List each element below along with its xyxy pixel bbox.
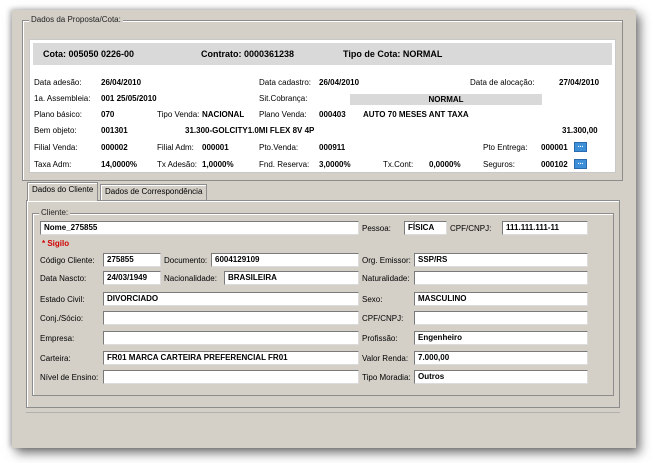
assembleia-value: 001 25/05/2010 <box>101 94 157 103</box>
contract-number: Contrato: 0000361238 <box>201 49 295 59</box>
sit-cobranca-value: NORMAL <box>350 94 542 105</box>
estado-civil-field[interactable]: DIVORCIADO <box>103 292 359 306</box>
data-alocacao-value: 27/04/2010 <box>559 78 600 87</box>
nacionalidade-label: Nacionalidade: <box>164 274 217 283</box>
tipo-venda-label: Tipo Venda: <box>157 110 200 119</box>
carteira-label: Carteira: <box>40 354 71 363</box>
pto-venda-label: Pto.Venda: <box>259 143 299 152</box>
tab-dados-cliente[interactable]: Dados do Cliente <box>27 182 98 201</box>
data-cadastro-value: 26/04/2010 <box>319 78 360 87</box>
estado-civil-label: Estado Civil: <box>40 295 85 304</box>
tx-cont-label: Tx.Cont: <box>383 160 414 169</box>
nivel-ensino-field[interactable] <box>103 370 359 384</box>
filial-venda-label: Filial Venda: <box>34 143 78 152</box>
proposal-panel <box>29 39 616 173</box>
client-legend: Cliente: <box>41 208 69 217</box>
naturalidade-label: Naturalidade: <box>362 274 410 283</box>
carteira-field[interactable]: FR01 MARCA CARTEIRA PREFERENCIAL FR01 <box>103 351 359 365</box>
fnd-reserva-label: Fnd. Reserva: <box>259 160 310 169</box>
client-name-field[interactable]: Nome_275855 <box>40 221 359 235</box>
tipo-moradia-label: Tipo Moradia: <box>362 373 411 382</box>
profissao-label: Profissão: <box>362 334 398 343</box>
cpf-cnpj-label: CPF/CNPJ: <box>450 224 492 233</box>
filial-adm-label: Filial Adm: <box>157 143 194 152</box>
naturalidade-field[interactable] <box>414 271 588 285</box>
proposal-window <box>12 10 636 448</box>
pto-entrega-lookup-button[interactable]: ... <box>574 142 587 152</box>
nacionalidade-field[interactable]: BRASILEIRA <box>224 271 359 285</box>
documento-field[interactable]: 6004129109 <box>211 253 359 267</box>
bem-objeto-code: 001301 <box>101 126 128 135</box>
bem-objeto-label: Bem objeto: <box>34 126 77 135</box>
plano-venda-desc: AUTO 70 MESES ANT TAXA <box>363 110 469 119</box>
conj-socio-field[interactable] <box>103 311 359 325</box>
cpf-cnpj-conj-field[interactable] <box>414 311 588 325</box>
tx-adesao-label: Tx Adesão: <box>157 160 198 169</box>
taxa-adm-value: 14,0000% <box>101 160 138 169</box>
conj-socio-label: Conj./Sócio: <box>40 314 84 323</box>
data-cadastro-label: Data cadastro: <box>259 78 312 87</box>
tx-adesao-value: 1,0000% <box>202 160 234 169</box>
tipo-venda-value: NACIONAL <box>202 110 245 119</box>
org-emissor-label: Org. Emissor: <box>362 256 411 265</box>
valor-renda-label: Valor Renda: <box>362 354 409 363</box>
taxa-adm-label: Taxa Adm: <box>34 160 72 169</box>
sit-cobranca-label: Sit.Cobrança: <box>259 94 308 103</box>
cpf-cnpj-conj-label: CPF/CNPJ: <box>362 314 404 323</box>
bem-valor: 31.300,00 <box>562 126 598 135</box>
sigilo-flag: * Sigilo <box>42 239 70 248</box>
data-nascto-label: Data Nascto: <box>40 274 87 283</box>
empresa-field[interactable] <box>103 331 359 345</box>
filial-adm-value: 000001 <box>202 143 229 152</box>
pto-entrega-value: 000001 <box>541 143 568 152</box>
tab-dados-correspondencia[interactable]: Dados de Correspondência <box>100 184 207 200</box>
valor-renda-field[interactable]: 7.000,00 <box>414 351 588 365</box>
plano-venda-label: Plano Venda: <box>259 110 307 119</box>
data-adesao-value: 26/04/2010 <box>101 78 142 87</box>
nivel-ensino-label: Nível de Ensino: <box>40 373 99 382</box>
data-nascto-field[interactable]: 24/03/1949 <box>103 271 161 285</box>
data-adesao-label: Data adesão: <box>34 78 82 87</box>
seguros-lookup-button[interactable]: ... <box>574 159 587 169</box>
bottom-strip <box>26 412 620 436</box>
sexo-field[interactable]: MASCULINO <box>414 292 588 306</box>
documento-label: Documento: <box>164 256 208 265</box>
cota-number: Cota: 005050 0226-00 <box>43 49 135 59</box>
sexo-label: Sexo: <box>362 295 383 304</box>
proposal-header <box>33 43 612 65</box>
tx-cont-value: 0,0000% <box>429 160 461 169</box>
seguros-label: Seguros: <box>483 160 516 169</box>
cpf-cnpj-field[interactable]: 111.111.111-11 <box>502 221 588 235</box>
filial-venda-value: 000002 <box>101 143 128 152</box>
codigo-cliente-label: Código Cliente: <box>40 256 95 265</box>
tipo-moradia-field[interactable]: Outros <box>414 370 588 384</box>
org-emissor-field[interactable]: SSP/RS <box>414 253 588 267</box>
bem-objeto-desc: 31.300-GOLCITY1.0MI FLEX 8V 4P <box>185 126 315 135</box>
assembleia-label: 1a. Assembleia: <box>34 94 91 103</box>
proposal-legend: Dados da Proposta/Cota: <box>31 15 121 24</box>
client-tab-panel <box>26 200 620 408</box>
data-alocacao-label: Data de alocação: <box>470 78 535 87</box>
profissao-field[interactable]: Engenheiro <box>414 331 588 345</box>
codigo-cliente-field[interactable]: 275855 <box>103 253 161 267</box>
plano-venda-code: 000403 <box>319 110 346 119</box>
seguros-value: 000102 <box>541 160 568 169</box>
fnd-reserva-value: 3,0000% <box>319 160 351 169</box>
plano-basico-value: 070 <box>101 110 115 119</box>
plano-basico-label: Plano básico: <box>34 110 83 119</box>
cota-type: Tipo de Cota: NORMAL <box>343 49 443 59</box>
pto-entrega-label: Pto Entrega: <box>483 143 528 152</box>
pessoa-field[interactable]: FÍSICA <box>404 221 447 235</box>
empresa-label: Empresa: <box>40 334 75 343</box>
pto-venda-value: 000911 <box>319 143 346 152</box>
pessoa-label: Pessoa: <box>362 224 391 233</box>
